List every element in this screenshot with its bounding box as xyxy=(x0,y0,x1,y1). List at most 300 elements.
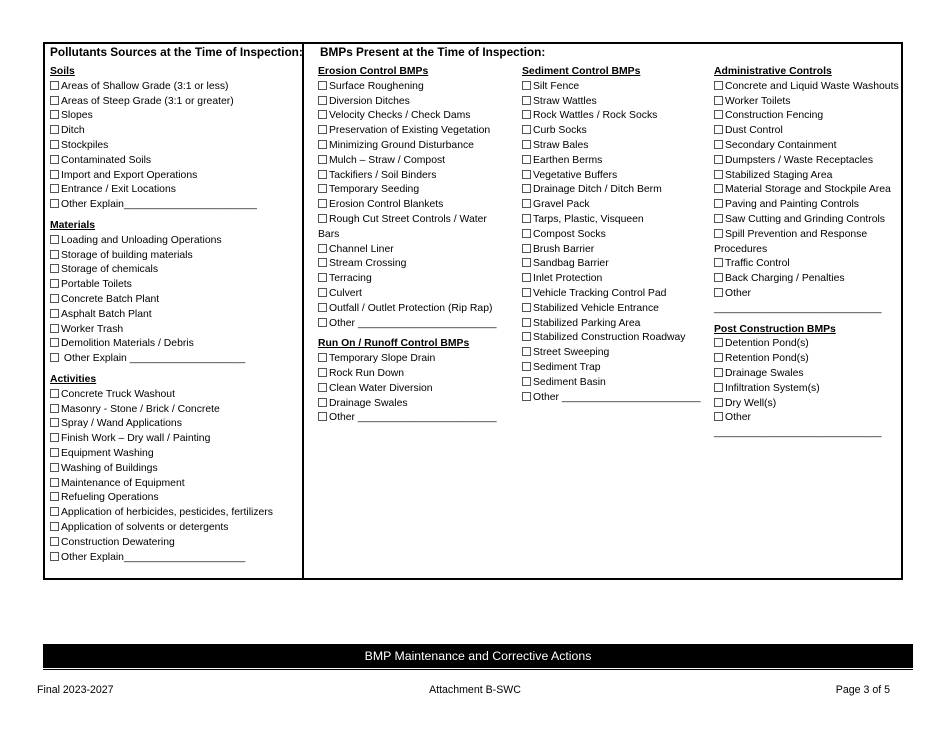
checklist-item-label: Clean Water Diversion xyxy=(329,382,433,394)
checklist-item-label: Infiltration System(s) xyxy=(725,382,820,394)
checklist-item-label: Rock Wattles / Rock Socks xyxy=(533,110,658,122)
checklist-item[interactable] xyxy=(714,109,902,124)
checklist-item[interactable] xyxy=(714,411,902,426)
checklist-item[interactable] xyxy=(318,243,504,258)
checklist-item[interactable] xyxy=(50,198,273,213)
checklist-item[interactable] xyxy=(50,491,273,506)
checklist-item-label: Masonry - Stone / Brick / Concrete xyxy=(61,403,220,415)
checklist-item[interactable] xyxy=(318,352,504,367)
checklist-item-label: Other Explain ____________________ xyxy=(61,353,246,365)
checklist-item[interactable] xyxy=(522,213,701,228)
checklist-item-label: Straw Wattles xyxy=(533,95,597,107)
checkbox[interactable] xyxy=(50,309,59,318)
checklist-item-label: Ditch xyxy=(61,125,85,137)
checklist-item[interactable] xyxy=(50,308,273,323)
checklist-item[interactable] xyxy=(522,257,701,272)
checkbox[interactable] xyxy=(318,258,327,267)
checklist-item-label: Contaminated Soils xyxy=(61,154,152,166)
checklist-item-label: Gravel Pack xyxy=(533,199,590,211)
checkbox[interactable] xyxy=(522,96,531,105)
checklist-item[interactable] xyxy=(714,213,902,228)
checklist-item-label: Terracing xyxy=(329,273,372,285)
checklist-item-label: Street Sweeping xyxy=(533,347,610,359)
checkbox[interactable] xyxy=(714,368,723,377)
checklist-item-label: Equipment Washing xyxy=(61,447,154,459)
checklist-item[interactable] xyxy=(50,477,273,492)
checklist-item[interactable] xyxy=(318,287,504,302)
checklist-item[interactable] xyxy=(50,403,273,418)
checklist-item-label: Detention Pond(s) xyxy=(725,338,809,350)
checklist-item[interactable] xyxy=(318,367,504,382)
checkbox[interactable] xyxy=(714,96,723,105)
checklist-item[interactable] xyxy=(522,109,701,124)
checkbox[interactable] xyxy=(522,199,531,208)
checklist-item[interactable] xyxy=(522,169,701,184)
checklist-item[interactable] xyxy=(522,361,701,376)
checkbox[interactable] xyxy=(318,81,327,90)
checklist-item[interactable] xyxy=(522,124,701,139)
checklist-item[interactable] xyxy=(522,139,701,154)
checklist-item-label: Storage of chemicals xyxy=(61,264,159,276)
checkbox[interactable] xyxy=(50,96,59,105)
checklist-item-label: Erosion Control Blankets xyxy=(329,199,444,211)
checkbox[interactable] xyxy=(522,332,531,341)
checkbox[interactable] xyxy=(50,389,59,398)
checkbox[interactable] xyxy=(50,155,59,164)
fill-in-blank[interactable]: _____________________________ xyxy=(714,302,882,314)
checklist-item[interactable] xyxy=(50,417,273,432)
checkbox[interactable] xyxy=(318,170,327,179)
checkbox[interactable] xyxy=(50,537,59,546)
checklist-item[interactable] xyxy=(714,169,902,184)
checklist-item-label: Other xyxy=(725,287,751,299)
checklist-item[interactable] xyxy=(318,154,504,169)
checklist-item[interactable] xyxy=(318,109,504,124)
checklist-item-label: Sediment Basin xyxy=(533,376,606,388)
checklist-item[interactable] xyxy=(50,80,273,95)
checklist-item[interactable] xyxy=(714,382,902,397)
checklist-item-label: Spill Prevention and Response Procedures xyxy=(714,228,868,255)
checkbox[interactable] xyxy=(714,288,723,297)
checkbox[interactable] xyxy=(714,412,723,421)
section-bar-title: BMP Maintenance and Corrective Actions xyxy=(43,644,913,668)
checklist-item[interactable] xyxy=(50,536,273,551)
checklist-item[interactable] xyxy=(318,213,504,243)
checklist-item-label: Construction Fencing xyxy=(725,110,824,122)
checklist-item[interactable] xyxy=(714,287,902,302)
checklist-item[interactable] xyxy=(50,521,273,536)
checklist-item[interactable] xyxy=(50,249,273,264)
bmps-header: BMPs Present at the Time of Inspection: xyxy=(320,45,546,59)
checkbox[interactable] xyxy=(318,184,327,193)
checklist-item[interactable] xyxy=(50,278,273,293)
checklist-item[interactable] xyxy=(522,198,701,213)
checklist-item-label: Portable Toilets xyxy=(61,279,132,291)
checkbox[interactable] xyxy=(318,273,327,282)
checkbox[interactable] xyxy=(522,214,531,223)
section-title-sediment-control-bmps: Sediment Control BMPs xyxy=(522,66,641,77)
checkbox[interactable] xyxy=(714,125,723,134)
checkbox[interactable] xyxy=(714,140,723,149)
checklist-item-label: Drainage Swales xyxy=(329,397,408,409)
checklist-item[interactable] xyxy=(522,287,701,302)
checklist-item[interactable] xyxy=(522,302,701,317)
checklist-item[interactable] xyxy=(50,139,273,154)
checklist-item[interactable] xyxy=(714,228,902,258)
checkbox[interactable] xyxy=(522,229,531,238)
checklist-item[interactable] xyxy=(318,397,504,412)
checkbox[interactable] xyxy=(318,214,327,223)
checkbox[interactable] xyxy=(50,404,59,413)
checklist-item-label: Back Charging / Penalties xyxy=(725,273,845,285)
checkbox[interactable] xyxy=(50,184,59,193)
checklist-item-label: Stabilized Parking Area xyxy=(533,317,641,329)
checklist-item-label: Stockpiles xyxy=(61,139,109,151)
footer-page-number: Page 3 of 5 xyxy=(835,684,890,696)
checklist-item-label: Asphalt Batch Plant xyxy=(61,308,152,320)
checklist-item[interactable] xyxy=(714,367,902,382)
checklist-item-label: Demolition Materials / Debris xyxy=(61,338,194,350)
checkbox[interactable] xyxy=(318,125,327,134)
checklist-item[interactable] xyxy=(522,154,701,169)
checkbox[interactable] xyxy=(522,377,531,386)
checkbox[interactable] xyxy=(50,353,59,362)
checklist-item-label: Curb Socks xyxy=(533,125,587,137)
checkbox[interactable] xyxy=(50,264,59,273)
checklist-item[interactable] xyxy=(522,95,701,110)
checklist-item[interactable] xyxy=(318,411,504,426)
checklist-item-label: Tarps, Plastic, Visqueen xyxy=(533,213,644,225)
checkbox[interactable] xyxy=(318,244,327,253)
checkbox[interactable] xyxy=(714,110,723,119)
checkbox[interactable] xyxy=(318,353,327,362)
checklist-item-label: Velocity Checks / Check Dams xyxy=(329,110,471,122)
checkbox[interactable] xyxy=(50,199,59,208)
checkbox[interactable] xyxy=(50,235,59,244)
checkbox[interactable] xyxy=(714,383,723,392)
footer-center: Attachment B-SWC xyxy=(429,684,521,696)
checklist-item-label: Drainage Ditch / Ditch Berm xyxy=(533,184,662,196)
checklist-item-label: Concrete and Liquid Waste Washouts xyxy=(725,80,899,92)
checklist-item[interactable] xyxy=(714,124,902,139)
checklist-item[interactable] xyxy=(522,331,701,346)
checkbox[interactable] xyxy=(714,199,723,208)
checklist-item-label: Other Explain_____________________ xyxy=(61,551,246,563)
checklist-item[interactable] xyxy=(714,183,902,198)
erosion-column xyxy=(318,65,504,426)
checklist-item-label: Silt Fence xyxy=(533,80,580,92)
checklist-item-label: Retention Pond(s) xyxy=(725,353,809,365)
checkbox[interactable] xyxy=(714,229,723,238)
checkbox[interactable] xyxy=(318,398,327,407)
checklist-item-label: Application of herbicides, pesticides, fertilizers xyxy=(61,507,273,519)
checkbox[interactable] xyxy=(318,318,327,327)
checklist-item-label: Stream Crossing xyxy=(329,258,407,270)
checkbox[interactable] xyxy=(318,96,327,105)
checklist-item-label: Slopes xyxy=(61,110,93,122)
section-title-post-construction-bmps: Post Construction BMPs xyxy=(714,323,836,335)
checklist-item-label: Stabilized Staging Area xyxy=(725,169,833,181)
checkbox[interactable] xyxy=(318,288,327,297)
checkbox[interactable] xyxy=(714,81,723,90)
checklist-item[interactable] xyxy=(522,272,701,287)
checklist-item[interactable] xyxy=(714,272,902,287)
checklist-item[interactable] xyxy=(714,154,902,169)
checkbox[interactable] xyxy=(50,418,59,427)
checklist-item-label: Dumpsters / Waste Receptacles xyxy=(725,154,874,166)
checklist-item-label: Finish Work – Dry wall / Painting xyxy=(61,433,211,445)
checklist-item-label: Surface Roughening xyxy=(329,80,424,92)
checklist-item[interactable] xyxy=(318,272,504,287)
checkbox[interactable] xyxy=(50,110,59,119)
section-bar-rule xyxy=(43,669,913,670)
checklist-item-label: Spray / Wand Applications xyxy=(61,418,182,430)
checklist-item-label: Dry Well(s) xyxy=(725,397,777,409)
section-title-run-on-runoff-control-bmps: Run On / Runoff Control BMPs xyxy=(318,338,470,350)
checkbox[interactable] xyxy=(522,125,531,134)
checklist-item-label: Minimizing Ground Disturbance xyxy=(329,139,474,151)
checklist-item-label: Saw Cutting and Grinding Controls xyxy=(725,213,885,225)
checklist-item-label: Refueling Operations xyxy=(61,492,159,504)
checklist-item-label: Brush Barrier xyxy=(533,243,595,255)
checklist-item[interactable] xyxy=(50,293,273,308)
checkbox[interactable] xyxy=(50,463,59,472)
pollutants-column xyxy=(50,65,273,565)
checklist-item-label: Sediment Trap xyxy=(533,361,601,373)
section-title-erosion-control-bmps: Erosion Control BMPs xyxy=(318,66,429,77)
checklist-item-label: Channel Liner xyxy=(329,243,394,255)
checklist-item-label: Entrance / Exit Locations xyxy=(61,184,176,196)
checklist-item[interactable] xyxy=(50,462,273,477)
checklist-item-label: Loading and Unloading Operations xyxy=(61,234,222,246)
checkbox[interactable] xyxy=(50,125,59,134)
checklist-item[interactable] xyxy=(714,139,902,154)
checklist-item-label: Stabilized Construction Roadway xyxy=(533,332,686,344)
section-title-administrative-controls: Administrative Controls xyxy=(714,66,832,77)
checkbox[interactable] xyxy=(522,155,531,164)
section-title-activities: Activities xyxy=(50,373,97,385)
checkbox[interactable] xyxy=(714,398,723,407)
checklist-item-label: Areas of Shallow Grade (3:1 or less) xyxy=(61,80,229,92)
checklist-item-label: Other ________________________ xyxy=(329,317,497,329)
checkbox[interactable] xyxy=(50,478,59,487)
checklist-item[interactable] xyxy=(50,323,273,338)
checkbox[interactable] xyxy=(318,140,327,149)
checklist-item-label: Drainage Swales xyxy=(725,367,804,379)
checkbox[interactable] xyxy=(522,184,531,193)
checkbox[interactable] xyxy=(50,507,59,516)
checkbox[interactable] xyxy=(714,214,723,223)
checklist-item[interactable] xyxy=(50,447,273,462)
checklist-item-label: Paving and Painting Controls xyxy=(725,199,860,211)
checkbox[interactable] xyxy=(522,303,531,312)
checkbox[interactable] xyxy=(50,338,59,347)
checkbox[interactable] xyxy=(50,448,59,457)
checklist-item[interactable] xyxy=(318,80,504,95)
checklist-item[interactable] xyxy=(714,337,902,352)
checklist-item-label: Maintenance of Equipment xyxy=(61,477,185,489)
checklist-item-label: Secondary Containment xyxy=(725,139,837,151)
checklist-item[interactable] xyxy=(714,257,902,272)
checkbox[interactable] xyxy=(714,338,723,347)
checklist-item-label: Other xyxy=(725,412,751,424)
column-divider xyxy=(302,42,304,580)
checklist-item-label: Stabilized Vehicle Entrance xyxy=(533,302,659,314)
checkbox[interactable] xyxy=(714,184,723,193)
checklist-item[interactable] xyxy=(50,154,273,169)
section-title-soils: Soils xyxy=(50,66,75,77)
checklist-item[interactable] xyxy=(50,109,273,124)
checkbox[interactable] xyxy=(318,199,327,208)
checklist-item-label: Concrete Truck Washout xyxy=(61,388,175,400)
checklist-item[interactable] xyxy=(50,183,273,198)
checklist-item[interactable] xyxy=(318,198,504,213)
checklist-item[interactable] xyxy=(318,124,504,139)
checklist-item-label: Sandbag Barrier xyxy=(533,258,609,270)
checkbox[interactable] xyxy=(714,170,723,179)
checkbox[interactable] xyxy=(50,81,59,90)
checkbox[interactable] xyxy=(522,81,531,90)
checklist-item[interactable] xyxy=(50,388,273,403)
checklist-item[interactable] xyxy=(522,346,701,361)
checklist-item-label: Straw Bales xyxy=(533,139,589,151)
checklist-item-label: Material Storage and Stockpile Area xyxy=(725,184,891,196)
checklist-item[interactable] xyxy=(50,352,273,367)
checklist-item-label: Earthen Berms xyxy=(533,154,603,166)
checklist-item-label: Worker Toilets xyxy=(725,95,791,107)
checkbox[interactable] xyxy=(50,492,59,501)
checkbox[interactable] xyxy=(50,433,59,442)
checklist-item[interactable] xyxy=(318,139,504,154)
checklist-item[interactable] xyxy=(50,551,273,566)
checklist-item-label: Areas of Steep Grade (3:1 or greater) xyxy=(61,95,234,107)
checklist-item-label: Other ________________________ xyxy=(329,412,497,424)
checkbox[interactable] xyxy=(50,250,59,259)
checklist-item[interactable] xyxy=(318,382,504,397)
checklist-item[interactable] xyxy=(522,376,701,391)
checklist-item-label: Vehicle Tracking Control Pad xyxy=(533,287,667,299)
checklist-item-label: Outfall / Outlet Protection (Rip Rap) xyxy=(329,302,493,314)
checkbox[interactable] xyxy=(50,324,59,333)
checklist-item[interactable] xyxy=(318,317,504,332)
checklist-item-label: Construction Dewatering xyxy=(61,536,175,548)
checkbox[interactable] xyxy=(522,362,531,371)
checklist-item-label: Tackifiers / Soil Binders xyxy=(329,169,437,181)
checklist-item[interactable] xyxy=(50,432,273,447)
checkbox[interactable] xyxy=(714,258,723,267)
checklist-item[interactable] xyxy=(50,124,273,139)
fill-in-blank[interactable]: _____________________________ xyxy=(714,427,882,439)
checkbox[interactable] xyxy=(318,110,327,119)
footer-left: Final 2023-2027 xyxy=(37,684,114,696)
checklist-item-label: Other ________________________ xyxy=(533,391,701,403)
checklist-item[interactable] xyxy=(522,317,701,332)
checklist-item-label: Dust Control xyxy=(725,125,783,137)
checkbox[interactable] xyxy=(714,155,723,164)
checklist-item-label: Inlet Protection xyxy=(533,273,603,285)
checklist-item-label: Rough Cut Street Controls / Water Bars xyxy=(318,213,487,240)
checkbox[interactable] xyxy=(522,140,531,149)
checkbox[interactable] xyxy=(522,170,531,179)
checklist-item[interactable] xyxy=(50,263,273,278)
pollutants-header: Pollutants Sources at the Time of Inspection: xyxy=(50,45,303,59)
checkbox[interactable] xyxy=(522,110,531,119)
checklist-item-label: Compost Socks xyxy=(533,228,606,240)
checklist-item-label: Other Explain_______________________ xyxy=(61,199,257,211)
checklist-item-label: Temporary Slope Drain xyxy=(329,353,436,365)
checklist-item-label: Application of solvents or detergents xyxy=(61,521,229,533)
checklist-item[interactable] xyxy=(522,228,701,243)
checklist-item-label: Import and Export Operations xyxy=(61,169,198,181)
checklist-item[interactable] xyxy=(714,198,902,213)
checklist-item[interactable] xyxy=(318,169,504,184)
checkbox[interactable] xyxy=(318,155,327,164)
checklist-item[interactable] xyxy=(522,243,701,258)
checkbox[interactable] xyxy=(318,303,327,312)
checkbox[interactable] xyxy=(522,273,531,282)
checklist-item[interactable] xyxy=(318,302,504,317)
checklist-item-label: Worker Trash xyxy=(61,323,124,335)
checkbox[interactable] xyxy=(522,288,531,297)
checklist-item[interactable] xyxy=(522,80,701,95)
checklist-item[interactable] xyxy=(318,257,504,272)
checklist-item[interactable] xyxy=(522,391,701,406)
checkbox[interactable] xyxy=(50,552,59,561)
checkbox[interactable] xyxy=(714,273,723,282)
checklist-item-label: Washing of Buildings xyxy=(61,462,158,474)
checklist-item-label: Vegetative Buffers xyxy=(533,169,618,181)
checklist-item[interactable] xyxy=(50,506,273,521)
checkbox[interactable] xyxy=(522,244,531,253)
checkbox[interactable] xyxy=(50,279,59,288)
checklist-item-label: Rock Run Down xyxy=(329,367,405,379)
checklist-item[interactable] xyxy=(50,337,273,352)
checklist-item-label: Concrete Batch Plant xyxy=(61,293,160,305)
admin-column xyxy=(714,65,902,441)
checkbox[interactable] xyxy=(714,353,723,362)
section-title-materials: Materials xyxy=(50,219,96,231)
checkbox[interactable] xyxy=(50,170,59,179)
checklist-item[interactable] xyxy=(50,234,273,249)
checklist-item-label: Storage of building materials xyxy=(61,249,193,261)
checklist-item-label: Temporary Seeding xyxy=(329,184,420,196)
checklist-item[interactable] xyxy=(714,80,902,95)
checkbox[interactable] xyxy=(50,140,59,149)
checklist-item-label: Mulch – Straw / Compost xyxy=(329,154,446,166)
checklist-item[interactable] xyxy=(50,95,273,110)
checklist-item-label: Culvert xyxy=(329,287,362,299)
checklist-item[interactable] xyxy=(714,352,902,367)
checklist-item[interactable] xyxy=(714,397,902,412)
sediment-column xyxy=(522,65,701,405)
checklist-item[interactable] xyxy=(714,95,902,110)
checkbox[interactable] xyxy=(50,294,59,303)
checklist-item[interactable] xyxy=(318,95,504,110)
checklist-item[interactable] xyxy=(522,183,701,198)
checkbox[interactable] xyxy=(522,392,531,401)
checkbox[interactable] xyxy=(318,368,327,377)
checklist-item-label: Diversion Ditches xyxy=(329,95,410,107)
checkbox[interactable] xyxy=(318,383,327,392)
checkbox[interactable] xyxy=(318,412,327,421)
checkbox[interactable] xyxy=(50,522,59,531)
checklist-item[interactable] xyxy=(50,169,273,184)
checkbox[interactable] xyxy=(522,347,531,356)
checkbox[interactable] xyxy=(522,258,531,267)
checklist-item-label: Traffic Control xyxy=(725,258,790,270)
checkbox[interactable] xyxy=(522,318,531,327)
checklist-item[interactable] xyxy=(318,183,504,198)
